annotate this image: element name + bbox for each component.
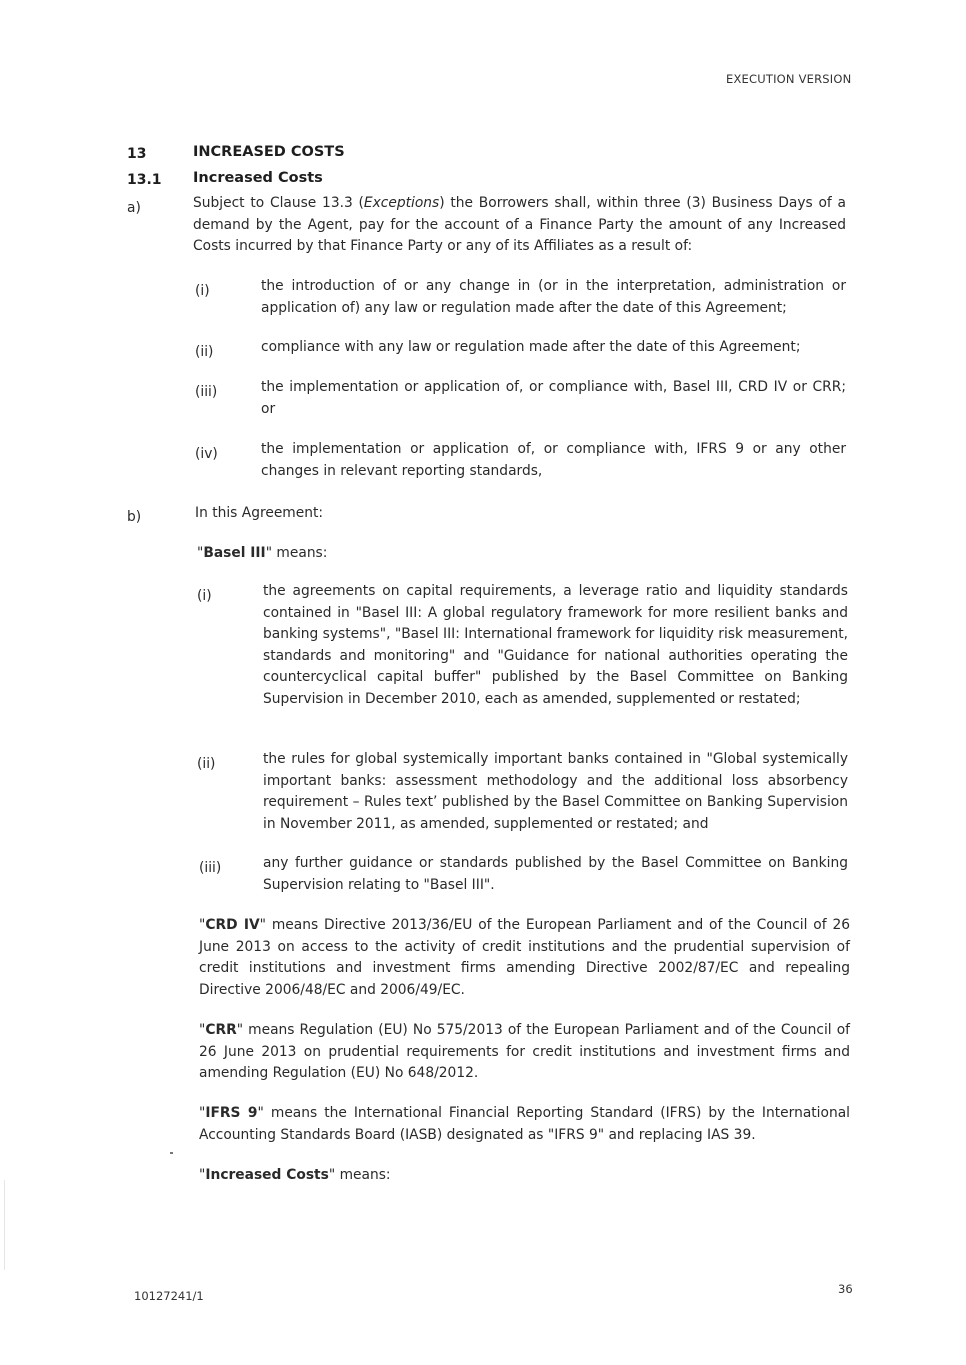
item-label: (iii) — [199, 860, 222, 876]
item-label: (iv) — [195, 446, 218, 462]
item-text: any further guidance or standards published by the Basel Committee on Banking Supervision relating to "Basel III". — [263, 855, 848, 893]
item-label: (i) — [197, 588, 212, 604]
defined-term: CRD IV — [205, 917, 260, 933]
item-text: compliance with any law or regulation made after the date of this Agreement; — [261, 339, 801, 355]
item-text: the agreements on capital requirements, a leverage ratio and liquidity standards contained in "Basel III: A global regulatory framework for more resilient banks and banking systems", "Basel III: International framework for liquidity risk measurement, standards and monitoring" and "Guidance for national authorities operating the countercyclical capital buffer" published by the Basel Committee on Banking Supervision in December 2010, each as amended, supplemented or restated; — [263, 583, 848, 707]
section-number: 13 — [127, 146, 147, 162]
paragraph-a-text: Subject to Clause 13.3 (Exceptions) the Borrowers shall, within three (3) Business Days of a demand by the Agent, pay for the account of a Finance Party the amount of any Increased Costs incurred by that Finance Party or any of its Affiliates as a result of: — [193, 195, 846, 254]
item-label: (ii) — [195, 344, 214, 360]
increased-costs-definition-heading: "Increased Costs" means: — [199, 1167, 391, 1183]
item-text: the implementation or application of, or compliance with, Basel III, CRD IV or CRR; or — [261, 379, 846, 417]
scan-speck — [170, 1152, 173, 1154]
defined-term: Basel III — [203, 545, 266, 561]
defined-term: Increased Costs — [205, 1167, 329, 1183]
page-number: 36 — [838, 1282, 853, 1296]
crd-iv-definition: "CRD IV" means Directive 2013/36/EU of the European Parliament and of the Council of 26 June 2013 on access to the activity of credit institutions and the prudential supervision of credit institutions and investment firms amending Directive 2002/87/EC and repealing Directive 2006/48/EC and 2006/49/EC. — [199, 917, 850, 998]
section-title: INCREASED COSTS — [193, 144, 345, 160]
clause-title: Increased Costs — [193, 170, 323, 186]
clause-number: 13.1 — [127, 172, 162, 188]
paragraph-b-intro: In this Agreement: — [195, 505, 324, 521]
paragraph-label-b: b) — [127, 509, 142, 525]
item-label: (ii) — [197, 756, 216, 772]
ifrs-9-definition: "IFRS 9" means the International Financial Reporting Standard (IFRS) by the International Accounting Standards Board (IASB) designated as "IFRS 9" and replacing IAS 39. — [199, 1105, 850, 1143]
item-text: the implementation or application of, or compliance with, IFRS 9 or any other changes in relevant reporting standards, — [261, 441, 846, 479]
scan-edge-line — [4, 1180, 5, 1270]
item-text: the rules for global systemically important banks contained in "Global systemically important banks: assessment methodology and the additional loss absorbency requirement – Rules text’ published by the Basel Committee on Banking Supervision in November 2011, as amended, supplemented or restated; and — [263, 751, 848, 832]
document-reference: 10127241/1 — [134, 1289, 204, 1303]
item-label: (i) — [195, 283, 210, 299]
defined-term: IFRS 9 — [205, 1105, 258, 1121]
exceptions-reference: Exceptions — [363, 195, 440, 211]
crr-definition: "CRR" means Regulation (EU) No 575/2013 of the European Parliament and of the Council of 26 June 2013 on prudential requirements for credit institutions and investment firms and amending Regulation (EU) No 648/2012. — [199, 1022, 850, 1081]
paragraph-label-a: a) — [127, 200, 141, 216]
execution-version-header: EXECUTION VERSION — [726, 72, 852, 86]
defined-term: CRR — [205, 1022, 237, 1038]
basel-iii-definition-heading: "Basel III" means: — [197, 545, 328, 561]
item-text: the introduction of or any change in (or in the interpretation, administration or application of) any law or regulation made after the date of this Agreement; — [261, 278, 846, 316]
item-label: (iii) — [195, 384, 218, 400]
